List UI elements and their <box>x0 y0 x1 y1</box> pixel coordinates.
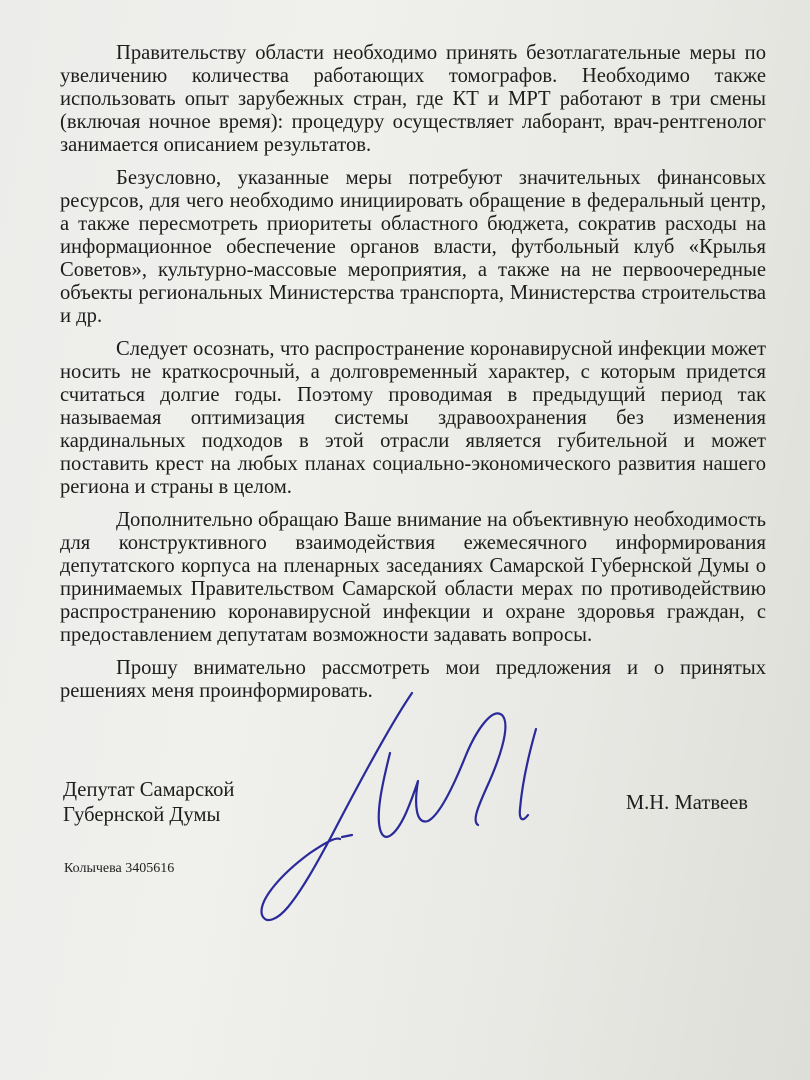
letter-body <box>60 42 766 703</box>
executor-note: Колычева 3405616 <box>64 861 175 876</box>
paragraph-3: Следует осознать, что распространение коронавирусной инфекции может носить не краткосрочный, а долговременный характер, с которым придется считаться долгие годы. Поэтому проводимая в предыдущий период так называемая оптимизация системы здравоохранения без изменения кардинальных подходов в этой отрасли является губительной и может поставить крест на любых планах социально-экономического развития нашего региона и страны в целом. <box>60 338 766 498</box>
signatory-position-line-2: Губернской Думы <box>63 804 221 826</box>
handwritten-signature <box>240 685 580 940</box>
signature-stroke-4 <box>520 729 536 819</box>
signatory-name: М.Н. Матвеев <box>625 792 748 814</box>
signatory-position <box>63 778 234 828</box>
paragraph-2: Безусловно, указанные меры потребуют значительных финансовых ресурсов, для чего необходимо инициировать обращение в федеральный центр, а также пересмотреть приоритеты областного бюджета, сократив расходы на информационное обеспечение органов власти, футбольный клуб «Крылья Советов», культурно-массовые мероприятия, а также на не первоочередные объекты региональных Министерства транспорта, Министерства строительства и др. <box>60 167 766 327</box>
signature-stroke-2 <box>342 835 352 837</box>
signatory-position-line-1: Депутат Самарской <box>63 779 235 801</box>
paragraph-4: Дополнительно обращаю Ваше внимание на объективную необходимость для конструктивного взаимодействия ежемесячного информирования депутатского корпуса на пленарных заседаниях Самарской Губернской Думы о принимаемых Правительством Самарской области мерах по противодействию распространению коронавирусной инфекции и охране здоровья граждан, с предоставлением депутатам возможности задавать вопросы. <box>60 509 766 646</box>
paragraph-1: Правительству области необходимо принять безотлагательные меры по увеличению количества работающих томографов. Необходимо также использовать опыт зарубежных стран, где КТ и МРТ работают в три смены (включая ночное время): процедуру осуществляет лаборант, врач-рентгенолог занимается описанием результатов. <box>60 42 766 156</box>
signature-stroke-3 <box>379 713 506 836</box>
paragraph-5: Прошу внимательно рассмотреть мои предложения и о принятых решениях меня проинформировать. <box>60 657 766 702</box>
signature-stroke-1 <box>262 693 412 920</box>
